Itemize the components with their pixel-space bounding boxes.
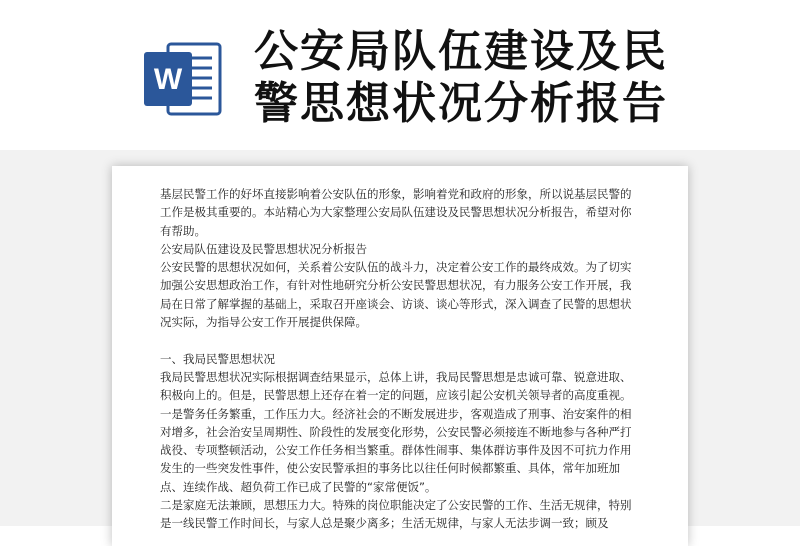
header-banner	[0, 0, 800, 150]
body-paragraph: 一是警务任务繁重，工作压力大。经济社会的不断发展进步，客观造成了刑事、治安案件的相对增多，社会治安呈周期性、阶段性的发展变化形势，公安民警必须接连不断地参与各种严打战役、专项整顿活动，公安工作任务相当繁重。群体性闹事、集体群访事件及因不可抗力作用发生的一些突发性事件，使公安民警承担的事务比以往任何时候都繁重、具体，常年加班加点、连续作战、超负荷工作已成了民警的“家常便饭”。	[160, 406, 632, 494]
page-title	[254, 26, 668, 130]
title-line-2: 警思想状况分析报告	[254, 78, 668, 129]
document-body	[160, 185, 640, 533]
intro-paragraph: 基层民警工作的好坏直接影响着公安队伍的形象，影响着党和政府的形象，所以说基层民警的工作是极其重要的。本站精心为大家整理公安局队伍建设及民警思想状况分析报告，希望对你有帮助。	[160, 187, 632, 238]
title-line-1: 公安局队伍建设及民	[254, 26, 668, 77]
word-icon-letter: W	[153, 63, 183, 96]
report-title-line: 公安局队伍建设及民警思想状况分析报告	[160, 241, 367, 256]
body-paragraph: 我局民警思想状况实际根据调查结果显示，总体上讲，我局民警思想是忠诚可靠、锐意进取、积极向上的。但是，民警思想上还存在着一定的问题，应该引起公安机关领导者的高度重视。	[160, 369, 632, 403]
blank-line	[160, 331, 640, 349]
body-paragraph: 二是家庭无法兼顾，思想压力大。特殊的岗位职能决定了公安民警的工作、生活无规律，特别是一线民警工作时间长，与家人总是聚少离多；生活无规律，与家人无法步调一致；顾及	[160, 498, 632, 531]
document-page	[112, 166, 688, 546]
word-icon	[142, 38, 224, 120]
section-heading: 一、我局民警思想状况	[160, 351, 275, 366]
body-paragraph: 公安民警的思想状况如何，关系着公安队伍的战斗力，决定着公安工作的最终成效。为了切实加强公安思想政治工作，有针对性地研究分析公安民警思想状况，有力服务公安工作开展，我局在日常了解掌握的基础上，采取召开座谈会、访谈、谈心等形式，深入调查了民警的思想状况实际，为指导公安工作开展提供保障。	[160, 260, 632, 330]
